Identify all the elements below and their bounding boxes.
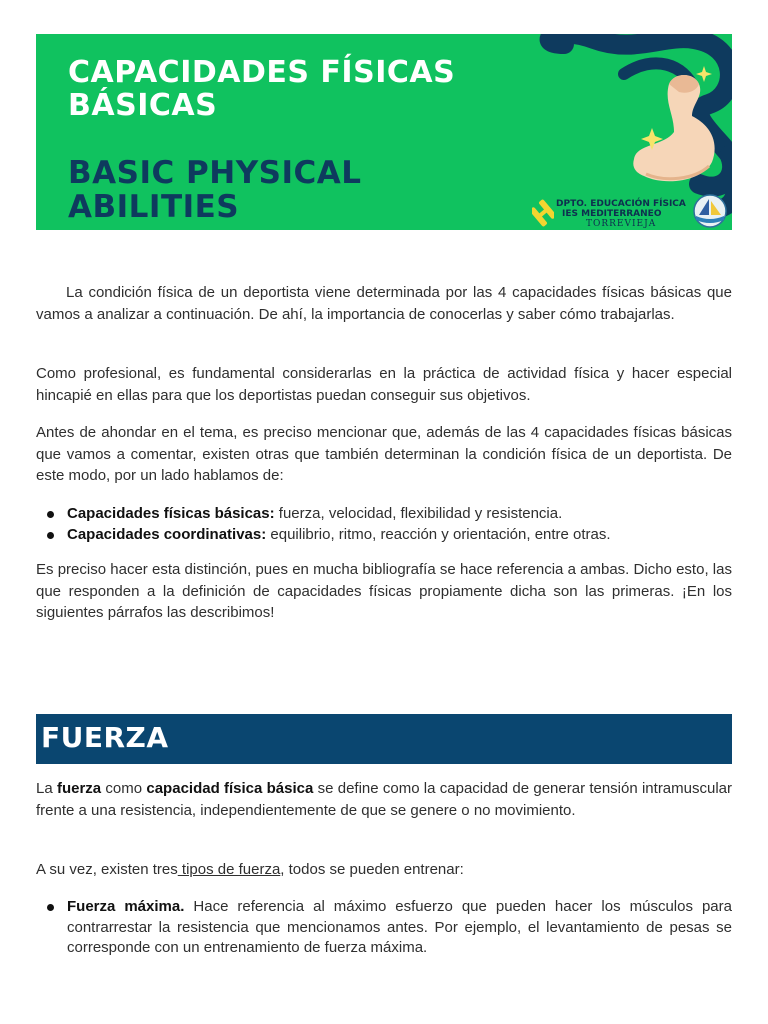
section-title: FUERZA: [41, 721, 169, 754]
sailboat-logo: [690, 194, 730, 228]
intro-section: [36, 282, 732, 325]
department-name: DPTO. EDUCACIÓN FÍSICA: [556, 199, 686, 209]
header-banner: [36, 34, 732, 230]
section-header-fuerza: [36, 714, 732, 764]
tipos-de-fuerza-link[interactable]: tipos de fuerza: [177, 861, 281, 878]
school-city: TORREVIEJA: [586, 219, 657, 229]
list-item-text: Hace referencia al máximo esfuerzo que pueden hacer los músculos para contrarrestar la resistencia que mencionamos antes. Por ejemplo, el levantamiento de pesas se corresponde con un entrenamiento de fuerza máxima.: [67, 898, 732, 956]
fuerza-paragraph-2: A su vez, existen tres tipos de fuerza, todos se pueden entrenar:: [36, 861, 464, 878]
bullet-icon: [47, 904, 54, 911]
list-item-label: Capacidades coordinativas:: [67, 525, 267, 543]
department-logo: [532, 198, 732, 230]
intro-paragraph-2: Como profesional, es fundamental considerarlas en la práctica de actividad física y hacer especial hincapié en ellas para que los deportistas puedan conseguir sus objetivos.: [36, 365, 732, 404]
list-item-label: Capacidades físicas básicas:: [67, 505, 275, 522]
banner-title-spanish: CAPACIDADES FÍSICAS BÁSICAS: [68, 55, 456, 123]
list-item: [36, 504, 732, 525]
bullet-icon: [47, 511, 54, 518]
list-item-text: fuerza, velocidad, flexibilidad y resistencia.: [274, 505, 563, 522]
bullet-icon: [47, 532, 54, 539]
list-item: [36, 525, 732, 546]
intro-paragraph-1: La condición física de un deportista viene determinada por las 4 capacidades físicas básicas que vamos a analizar a continuación. De ahí, la importancia de conocerlas y saber cómo trabajarlas.: [36, 284, 732, 323]
fuerza-paragraph-1: La fuerza como capacidad física básica se define como la capacidad de generar tensión intramuscular frente a una resistencia, independientemente de que se genere o no movimiento.: [36, 780, 733, 819]
banner-title-english: BASIC PHYSICAL ABILITIES: [68, 155, 362, 225]
capacities-list: [36, 504, 732, 545]
intro-paragraph-3: Antes de ahondar en el tema, es preciso mencionar que, además de las 4 capacidades físicas básicas que vamos a comentar, existen otras que también determinan la condición física de un deportista. De este modo, por un lado hablamos de:: [36, 424, 732, 484]
dumbbell-icon: [532, 198, 554, 228]
intro-paragraph-4: Es preciso hacer esta distinción, pues en mucha bibliografía se hace referencia a ambas. Dicho esto, las que responden a la definición de capacidades físicas propiamente dicha son las primeras. ¡En los siguientes párrafos las describimos!: [36, 561, 732, 621]
school-name: IES MEDITERRANEO: [562, 209, 662, 219]
list-item-label: Fuerza máxima.: [67, 898, 185, 915]
fuerza-types-list: [36, 897, 732, 959]
list-item: [36, 897, 732, 959]
list-item-text: equilibrio, ritmo, reacción y orientación, entre otras.: [266, 525, 611, 543]
